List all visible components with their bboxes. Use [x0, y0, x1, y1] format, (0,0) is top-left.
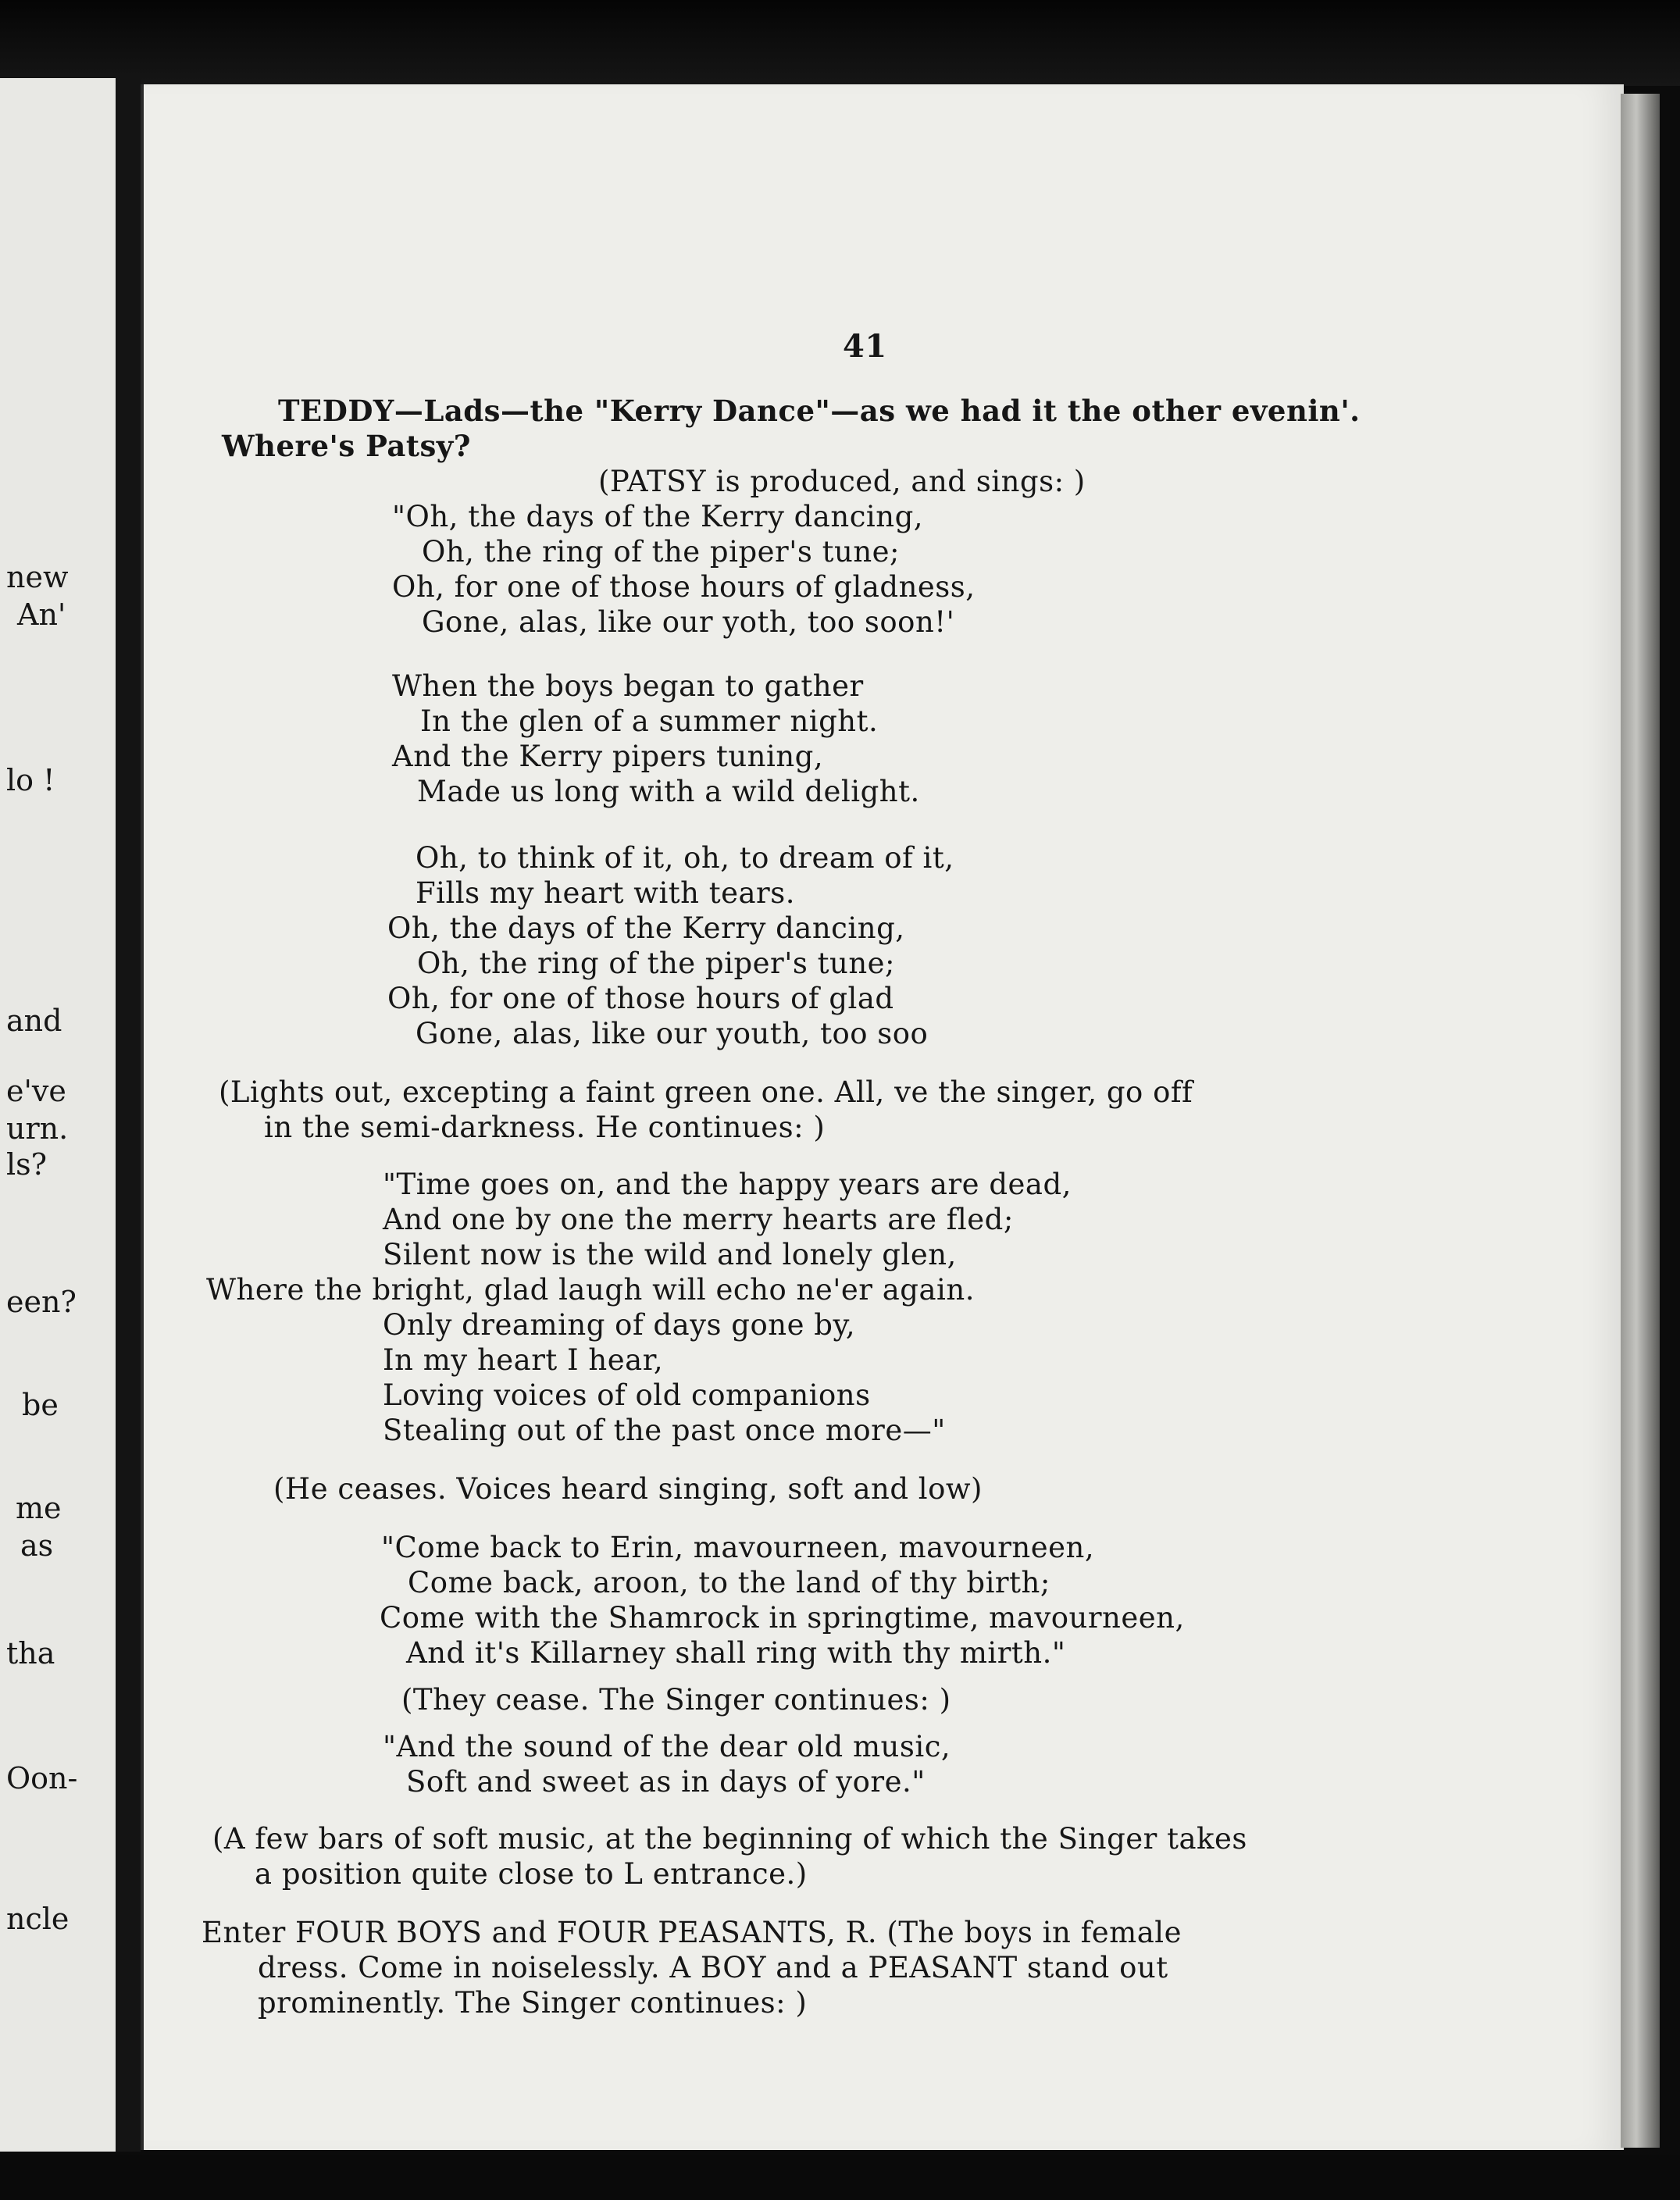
- verse-line: Oh, the ring of the piper's tune;: [422, 535, 901, 569]
- verse-line: Silent now is the wild and lonely glen,: [383, 1238, 957, 1271]
- stage-direction: (A few bars of soft music, at the beginning of which the Singer takes: [212, 1822, 1247, 1856]
- verse-line: "Come back to Erin, mavourneen, mavourneen,: [381, 1531, 1095, 1564]
- left-page-fragment: een?: [6, 1285, 77, 1319]
- left-page-fragment: new: [6, 560, 69, 594]
- page-edge-shadow: [1621, 94, 1660, 2148]
- stage-direction: (They cease. The Singer continues: ): [401, 1683, 951, 1717]
- book-gutter: [116, 78, 141, 2152]
- verse-line: Oh, to think of it, oh, to dream of it,: [416, 841, 954, 875]
- stage-direction: (PATSY is produced, and sings: ): [598, 465, 1086, 498]
- scan-border-bottom: [0, 2155, 1680, 2200]
- left-page-fragment: An': [17, 597, 66, 632]
- verse-line: Stealing out of the past once more—": [383, 1414, 946, 1447]
- dialogue-line: Where's Patsy?: [222, 429, 471, 463]
- verse-line: Made us long with a wild delight.: [417, 775, 920, 808]
- left-page-fragment: and: [6, 1004, 62, 1038]
- scan-border-top: [0, 0, 1680, 86]
- verse-line: Oh, the ring of the piper's tune;: [417, 947, 896, 980]
- dialogue-line: TEDDY—Lads—the "Kerry Dance"—as we had it the other evenin'.: [278, 394, 1361, 428]
- verse-line: In my heart I hear,: [383, 1343, 664, 1377]
- verse-line: "Oh, the days of the Kerry dancing,: [392, 500, 924, 533]
- verse-line: Loving voices of old companions: [383, 1378, 871, 1412]
- facing-page-left: [0, 78, 120, 2152]
- verse-line: In the glen of a summer night.: [420, 704, 879, 738]
- left-page-fragment: ls?: [6, 1147, 48, 1182]
- stage-direction: (He ceases. Voices heard singing, soft and low): [273, 1472, 983, 1506]
- left-page-fragment: e've: [6, 1074, 66, 1108]
- stage-direction: (Lights out, excepting a faint green one. All, ve the singer, go off: [219, 1075, 1193, 1109]
- left-page-fragment: as: [20, 1528, 54, 1563]
- verse-line: Come back, aroon, to the land of thy birth;: [408, 1566, 1050, 1599]
- verse-line: Gone, alas, like our youth, too soo: [416, 1017, 929, 1050]
- verse-line: Soft and sweet as in days of yore.": [406, 1765, 926, 1799]
- page-number: 41: [843, 328, 887, 365]
- verse-line: And the Kerry pipers tuning,: [392, 740, 824, 773]
- book-page: [141, 84, 1624, 2150]
- page-text: [144, 84, 1624, 2150]
- verse-line: And it's Killarney shall ring with thy mirth.": [406, 1636, 1066, 1670]
- verse-line: Oh, for one of those hours of glad: [387, 982, 894, 1015]
- left-page-fragment: be: [22, 1388, 59, 1422]
- left-page-fragment: urn.: [6, 1111, 69, 1146]
- verse-line: Only dreaming of days gone by,: [383, 1308, 856, 1342]
- stage-direction: a position quite close to L entrance.): [255, 1857, 808, 1891]
- verse-line: Gone, alas, like our yoth, too soon!': [422, 605, 955, 639]
- verse-line: When the boys began to gather: [392, 669, 864, 703]
- left-page-fragment: ncle: [6, 1902, 70, 1936]
- verse-line: Oh, for one of those hours of gladness,: [392, 570, 976, 604]
- stage-direction: prominently. The Singer continues: ): [258, 1986, 808, 2020]
- verse-line: "And the sound of the dear old music,: [383, 1730, 951, 1763]
- verse-line: Where the bright, glad laugh will echo ne'er again.: [206, 1273, 975, 1307]
- left-page-fragment: lo !: [6, 763, 55, 797]
- verse-line: Fills my heart with tears.: [416, 876, 795, 910]
- verse-line: Oh, the days of the Kerry dancing,: [387, 911, 905, 945]
- verse-line: Come with the Shamrock in springtime, mavourneen,: [380, 1601, 1185, 1635]
- verse-line: And one by one the merry hearts are fled;: [383, 1203, 1014, 1236]
- left-page-fragment: Oon-: [6, 1761, 78, 1795]
- stage-direction: dress. Come in noiselessly. A BOY and a PEASANT stand out: [258, 1951, 1168, 1984]
- left-page-fragment: tha: [6, 1636, 55, 1671]
- stage-direction: Enter FOUR BOYS and FOUR PEASANTS, R. (The boys in female: [202, 1916, 1182, 1949]
- left-page-fragment: me: [16, 1491, 62, 1525]
- verse-line: "Time goes on, and the happy years are dead,: [383, 1168, 1072, 1201]
- stage-direction: in the semi-darkness. He continues: ): [264, 1111, 826, 1144]
